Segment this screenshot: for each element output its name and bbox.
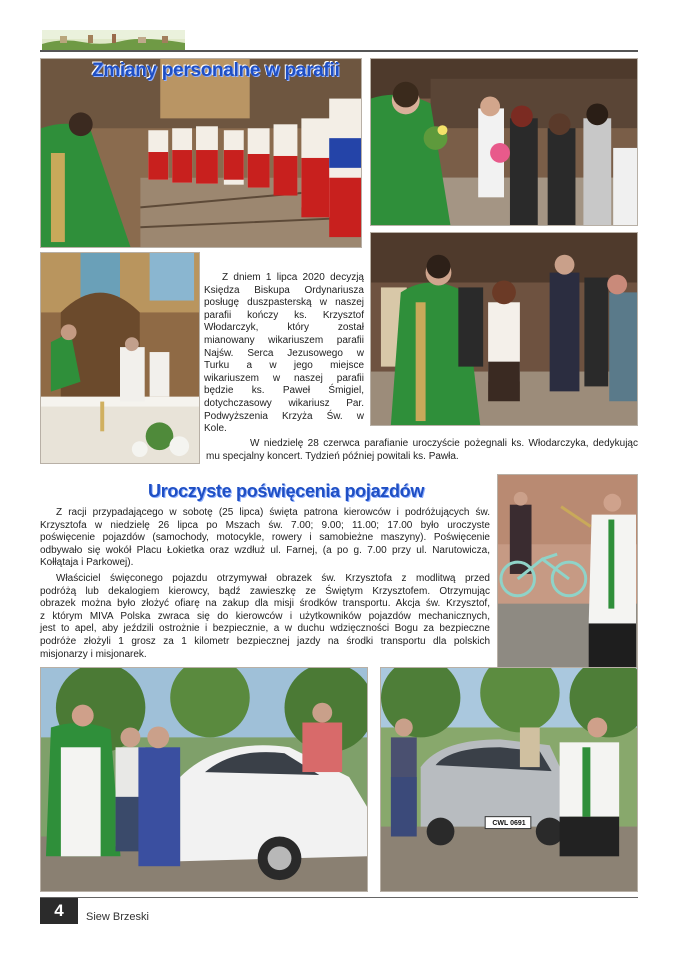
text-line: posługę duszpasterską w naszej bbox=[204, 297, 364, 309]
text-line: Księdza Biskupa Ordynariusza bbox=[204, 284, 364, 296]
footer-rule bbox=[40, 897, 638, 898]
photo-priest-with-parishioners bbox=[370, 232, 638, 426]
text-line: Z racji przypadającego w sobotę (25 lipca) święta patrona kierowców i podróżujących św. bbox=[56, 507, 490, 518]
section2-paragraph1 bbox=[40, 507, 490, 570]
text-line: W niedzielę 28 czerwca parafianie uroczyście pożegnali ks. Włodarczyka, dedykując bbox=[250, 438, 638, 449]
text-line: jest to apel, aby jeździli ostrożnie i bezpiecznie, a w duchu wdzięczności Bogu za bezpieczne bbox=[40, 623, 490, 635]
photo-blessing-white-car bbox=[40, 667, 368, 892]
text-line: Turku a w jego miejsce bbox=[204, 360, 364, 372]
text-line: Krzysztofa w niedzielę 26 lipca po Mszach św. 7.00; 9.00; 11.00; 17.00 było uroczyste bbox=[40, 519, 490, 531]
text-line: obrazek można było złożyć ofiarę na zakup dla misji środków transportu. Akcja św. Krzysztof, bbox=[40, 598, 490, 610]
text-line: odbywało się wokół Placu Łokietka oraz wzdłuż ul. Farnej, (a po g. 7.00 przy ul. Narutowicza, bbox=[40, 544, 490, 556]
text-line: Najśw. Serca Jezusowego w bbox=[204, 347, 364, 359]
text-line: podróże złożyli 1 grosz za 1 kilometr bezpiecznej jazdy na środki transportu dla polskich bbox=[40, 635, 490, 647]
text-line: poświęcenie pojazdów (samochody, motocykle, rowery i samobieżne maszyny). Poświęcenie bbox=[40, 532, 490, 544]
section-title-personnel-changes: Zmiany personalne w parafii bbox=[92, 60, 340, 81]
photo-priest-with-flowers bbox=[370, 58, 638, 226]
header-rule bbox=[40, 50, 638, 52]
text-line: podróżą lub dekalogiem kierowcy, bądź zawieszkę ze Świętym Krzysztofem. Otrzymując bbox=[40, 585, 490, 597]
header-banner-image bbox=[42, 30, 185, 50]
photo-blessing-silver-car bbox=[380, 667, 638, 892]
photo-folk-choir bbox=[40, 58, 362, 248]
publication-name: Siew Brzeski bbox=[86, 911, 149, 923]
page-number: 4 bbox=[40, 898, 78, 924]
text-line: będzie ks. Paweł Śmigiel, bbox=[204, 385, 364, 397]
photo-church-altar bbox=[40, 252, 200, 464]
text-line: Właściciel święconego pojazdu otrzymywał obrazek św. Krzysztofa z modlitwą przed bbox=[56, 573, 490, 584]
text-line: Podwyższenia Krzyża Św. w bbox=[204, 410, 364, 422]
text-line: wikariuszem w naszej parafii bbox=[204, 372, 364, 384]
text-line: misjonarzy i misjonarek. bbox=[40, 648, 147, 660]
section2-paragraph2 bbox=[40, 573, 490, 661]
text-line: z którym MIVA Polska zwraca się do kierowców i użytkowników pojazdów mechanicznych, bbox=[40, 610, 490, 622]
text-line: Kole. bbox=[204, 423, 227, 435]
section-title-vehicle-blessing: Uroczyste poświęcenia pojazdów bbox=[148, 481, 425, 501]
text-line: dotychczasowy wikariusz Par. bbox=[204, 397, 364, 409]
photo-blessing-bicycle bbox=[497, 474, 638, 668]
text-line: mu specjalny koncert. Tydzień później powitali ks. Pawła. bbox=[206, 450, 459, 462]
section1-paragraph bbox=[204, 272, 364, 436]
text-line: mianowany wikariuszem parafii bbox=[204, 334, 364, 346]
license-plate-text: CWL 0691 bbox=[492, 820, 526, 827]
section1-paragraph2 bbox=[40, 438, 638, 463]
text-line: Włodarczyk, który został bbox=[204, 322, 364, 334]
text-line: Z dniem 1 lipca 2020 decyzją bbox=[222, 272, 364, 283]
text-line: parafii kończy ks. Krzysztof bbox=[204, 309, 364, 321]
text-line: Kołłątaja i Parkowej). bbox=[40, 557, 134, 569]
